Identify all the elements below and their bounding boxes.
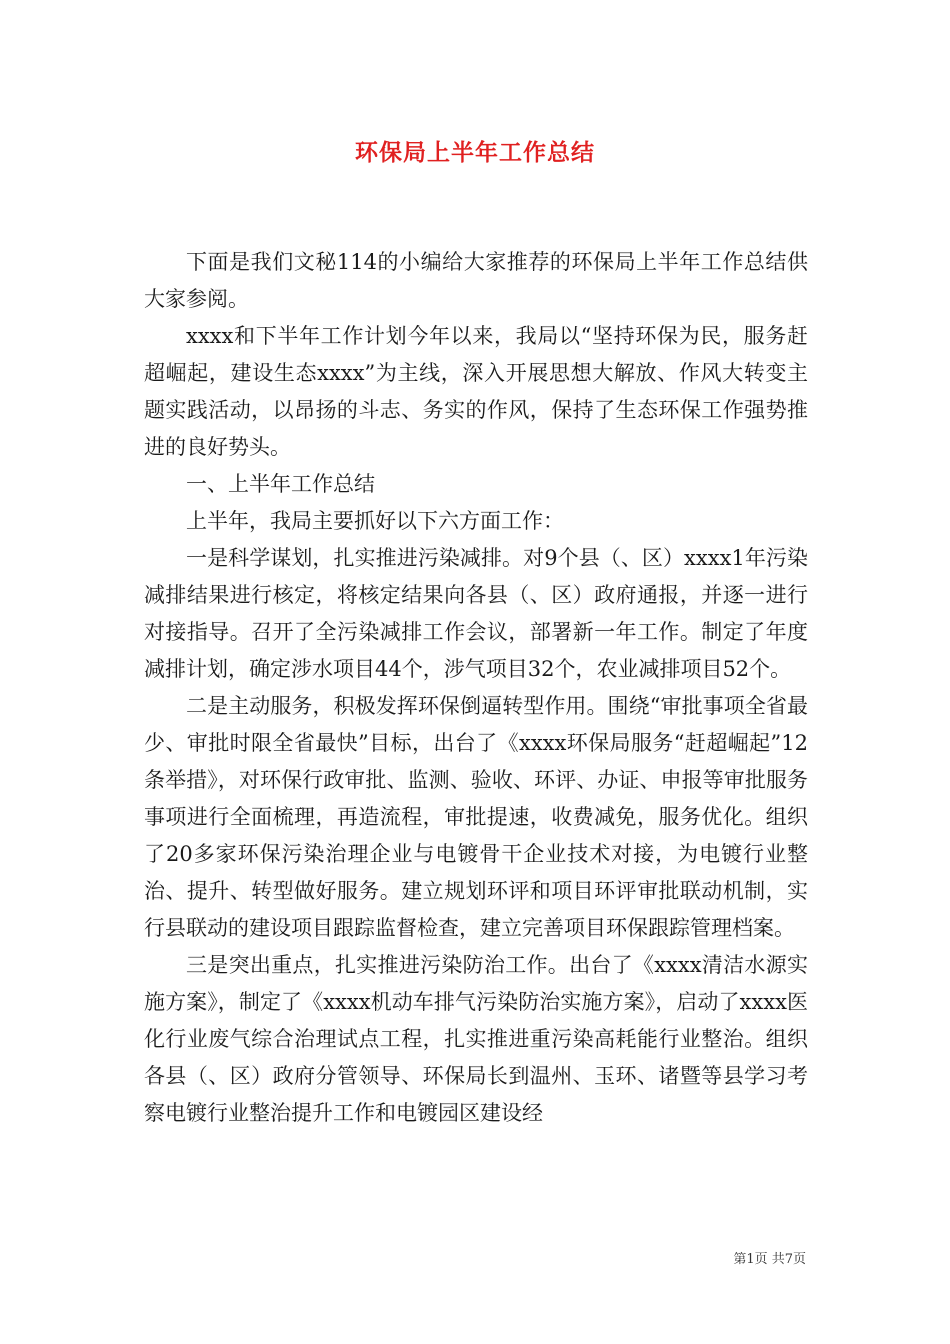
paragraph-item-2: 二是主动服务，积极发挥环保倒逼转型作用。围绕“审批事项全省最少、审批时限全省最快”目标，出台了《xxxx环保局服务“赶超崛起”12条举措》，对环保行政审批、监测、验收、环评、办证、申报等审批服务事项进行全面梳理，再造流程，审批提速，收费减免，服务优化。组织了20多家环保污染治理企业与电镀骨干企业技术对接，为电镀行业整治、提升、转型做好服务。建立规划环评和项目环评审批联动机制，实行县联动的建设项目跟踪监督检查，建立完善项目环保跟踪管理档案。 [144,694,808,940]
paragraph-overview: xxxx和下半年工作计划今年以来，我局以“坚持环保为民，服务赶超崛起，建设生态xxxx”为主线，深入开展思想大解放、作风大转变主题实践活动，以昂扬的斗志、务实的作风，保持了生态环保工作强势推进的良好势头。 [144,324,808,459]
paragraph-item-3: 三是突出重点，扎实推进污染防治工作。出台了《xxxx清洁水源实施方案》，制定了《xxxx机动车排气污染防治实施方案》，启动了xxxx医化行业废气综合治理试点工程，扎实推进重污染高耗能行业整治。组织各县（、区）政府分管领导、环保局长到温州、玉环、诸暨等县学习考察电镀行业整治提升工作和电镀园区建设经 [144,953,808,1125]
paragraph-item-1: 一是科学谋划，扎实推进污染减排。对9个县（、区）xxxx1年污染减排结果进行核定，将核定结果向各县（、区）政府通报，并逐一进行对接指导。召开了全污染减排工作会议，部署新一年工作。制定了年度减排计划，确定涉水项目44个，涉气项目32个，农业减排项目52个。 [144,546,808,681]
document-body [144,244,808,1132]
document-title: 环保局上半年工作总结 [355,140,595,166]
paragraph-summary-lead: 上半年，我局主要抓好以下六方面工作： [186,509,564,533]
paragraph-intro: 下面是我们文秘114的小编给大家推荐的环保局上半年工作总结供大家参阅。 [144,250,808,311]
section-heading: 一、上半年工作总结 [186,472,375,496]
page-number: 第1页 共7页 [733,1252,806,1267]
